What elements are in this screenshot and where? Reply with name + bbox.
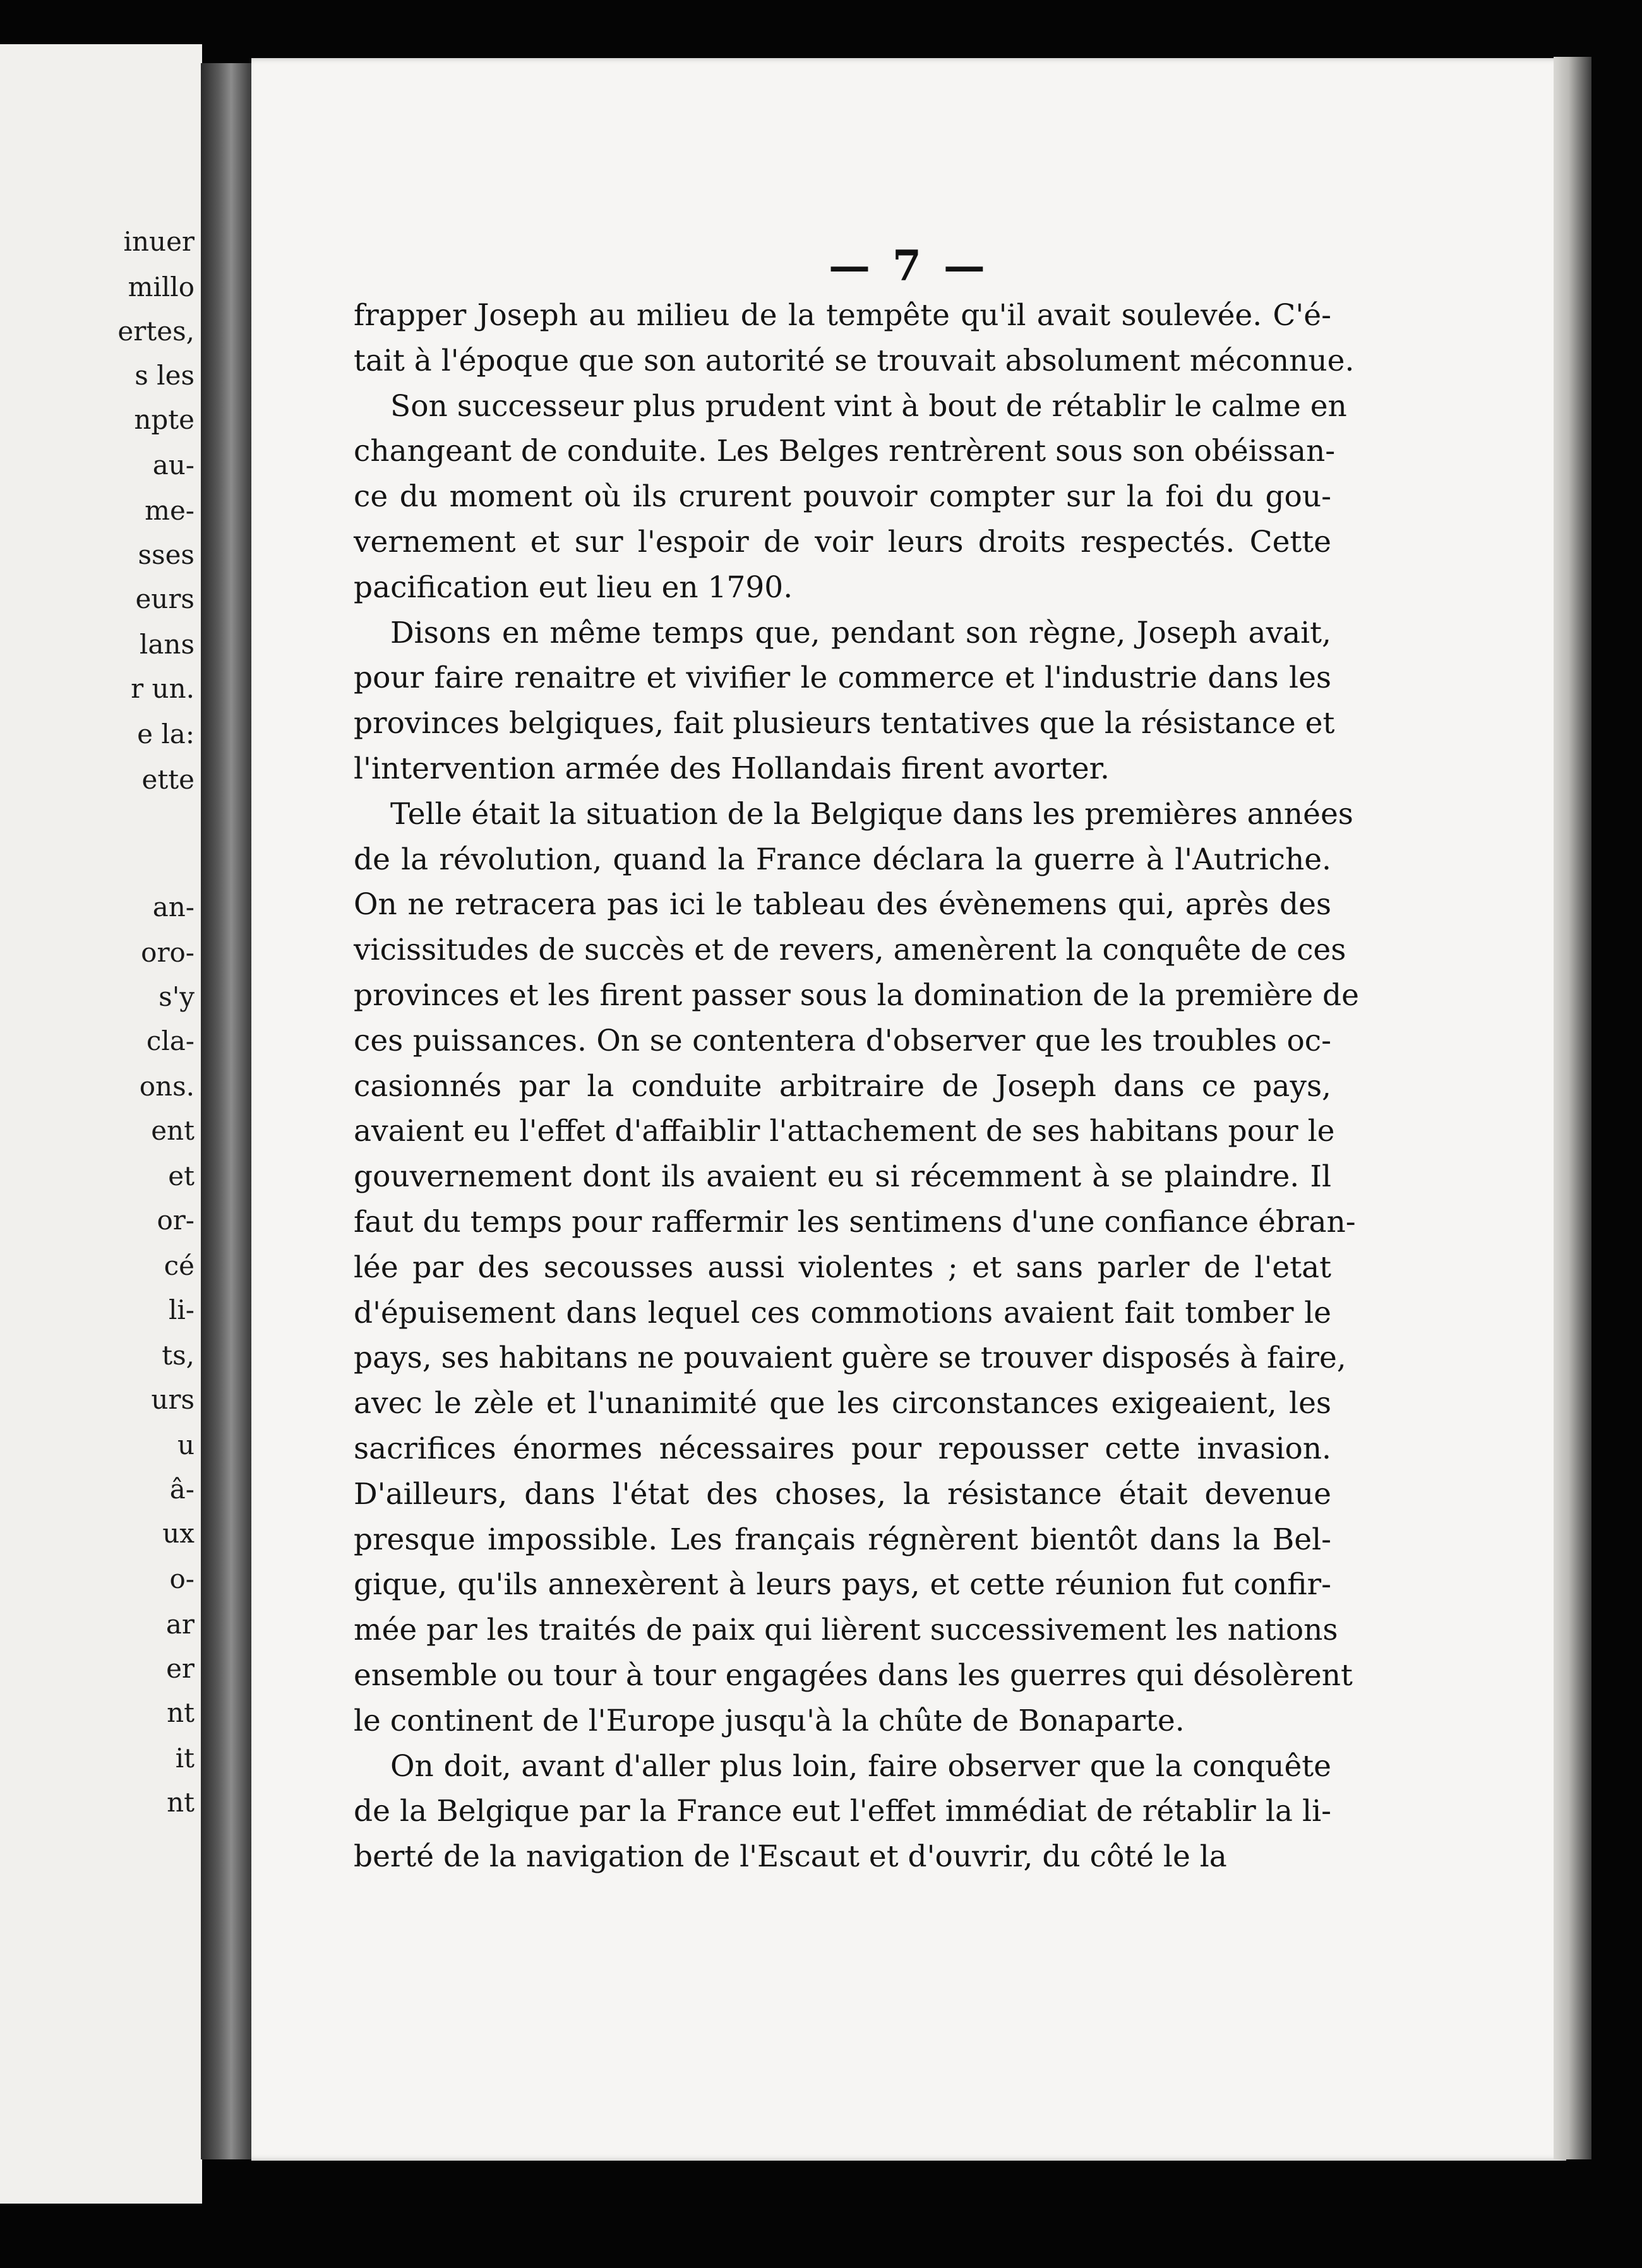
left-page-fragment: et [168,1161,195,1191]
text-line: On ne retracera pas ici le tableau des évènemens qui, après des [354,887,1331,922]
left-page-fragment: cla- [146,1025,195,1056]
text-line: d'épuisement dans lequel ces commotions avaient fait tomber le [354,1295,1331,1330]
text-line: tait à l'époque que son autorité se trouvait absolument méconnue. [354,343,1355,378]
text-line: ces puissances. On se contentera d'observer que les troubles oc- [354,1023,1331,1058]
text-line: vicissitudes de succès et de revers, amenèrent la conquête de ces [354,933,1346,968]
text-line: Son successeur plus prudent vint à bout de rétablir le calme en [390,388,1347,424]
left-page-edge [0,44,202,2204]
left-page-fragment: an- [152,892,195,922]
text-line: On doit, avant d'aller plus loin, faire observer que la conquête [390,1748,1331,1784]
left-page-fragment: ent [151,1115,195,1146]
left-page-fragment: sses [138,539,195,570]
text-line: berté de la navigation de l'Escaut et d'ouvrir, du côté le la [354,1839,1227,1875]
text-line: de la révolution, quand la France déclara la guerre à l'Autriche. [354,842,1331,877]
left-page-fragment: e la: [137,719,195,749]
page-edge-shadow [1554,57,1591,2159]
left-page-fragment: li- [168,1294,195,1325]
text-line: le continent de l'Europe jusqu'à la chûte de Bonaparte. [354,1703,1185,1738]
text-line: Disons en même temps que, pendant son règne, Joseph avait, [390,615,1331,650]
left-page-fragment: ar [165,1609,195,1640]
text-line: sacrifices énormes nécessaires pour repousser cette invasion. [354,1431,1331,1466]
text-line: presque impossible. Les français régnèrent bientôt dans la Bel- [354,1522,1331,1557]
left-page-fragment: s'y [159,981,195,1012]
text-line: pacification eut lieu en 1790. [354,570,793,605]
text-line: provinces et les firent passer sous la domination de la première de [354,977,1359,1013]
left-page-fragment: er [166,1653,195,1684]
left-page-fragment: inuer [123,226,195,257]
text-line: lée par des secousses aussi violentes ; et sans parler de l'etat [354,1250,1331,1285]
left-page-fragment: ette [141,764,195,795]
text-line: vernement et sur l'espoir de voir leurs droits respectés. Cette [354,524,1331,559]
left-page-fragment: o- [169,1563,195,1594]
text-line: frapper Joseph au milieu de la tempête qu'il avait soulevée. C'é- [354,298,1331,333]
left-page-fragment: ons. [139,1071,195,1102]
left-page-fragment: u [177,1429,195,1460]
text-line: gouvernement dont ils avaient eu si récemment à se plaindre. Il [354,1159,1331,1195]
left-page-fragment: nt [167,1787,195,1818]
text-line: D'ailleurs, dans l'état des choses, la résistance était devenue [354,1476,1331,1512]
text-line: ensemble ou tour à tour engagées dans les guerres qui désolèrent [354,1657,1353,1693]
left-page-fragment: au- [152,450,195,480]
left-page-fragment: lans [139,629,195,660]
left-page-fragment: eurs [135,583,195,614]
left-page-fragment: oro- [141,937,195,968]
left-page-fragment: cé [164,1250,195,1281]
left-page-fragment: nt [167,1697,195,1728]
text-line: de la Belgique par la France eut l'effet immédiat de rétablir la li- [354,1794,1331,1829]
left-page-fragment: ertes, [117,316,195,347]
text-line: mée par les traités de paix qui lièrent successivement les nations [354,1613,1338,1648]
text-line: faut du temps pour raffermir les sentimens d'une confiance ébran- [354,1204,1356,1239]
text-line: ce du moment où ils crurent pouvoir compter sur la foi du gou- [354,479,1331,515]
left-page-fragment: â- [169,1474,195,1505]
left-page-fragment: s les [135,360,195,391]
text-line: casionnés par la conduite arbitraire de Joseph dans ce pays, [354,1068,1331,1104]
left-page-fragment: it [175,1743,195,1774]
left-page-fragment: ux [162,1518,195,1549]
left-page-fragment: urs [151,1384,195,1415]
left-page-fragment: or- [157,1205,195,1236]
text-line: pays, ses habitans ne pouvaient guère se trouver disposés à faire, [354,1340,1346,1376]
text-line: pour faire renaitre et vivifier le commerce et l'industrie dans les [354,660,1331,696]
main-page [251,58,1566,2161]
text-line: changeant de conduite. Les Belges rentrèrent sous son obéissan- [354,434,1336,469]
left-page-fragment: npte [134,404,195,435]
body-text [354,293,1359,1880]
text-line: provinces belgiques, fait plusieurs tentatives que la résistance et [354,706,1335,741]
page-number: — 7 — [829,241,989,290]
left-page-fragment: ts, [162,1340,195,1371]
left-page-fragment: me- [145,495,195,526]
text-line: avec le zèle et l'unanimité que les circonstances exigeaient, les [354,1386,1331,1421]
text-line: l'intervention armée des Hollandais firent avorter. [354,751,1110,786]
left-page-fragment: r un. [131,673,195,704]
text-line: gique, qu'ils annexèrent à leurs pays, et cette réunion fut confir- [354,1567,1331,1603]
text-line: Telle était la situation de la Belgique dans les premières années [390,796,1353,832]
binding-gutter [201,63,251,2159]
text-line: avaient eu l'effet d'affaiblir l'attachement de ses habitans pour le [354,1114,1335,1149]
left-page-fragment: millo [128,272,195,302]
